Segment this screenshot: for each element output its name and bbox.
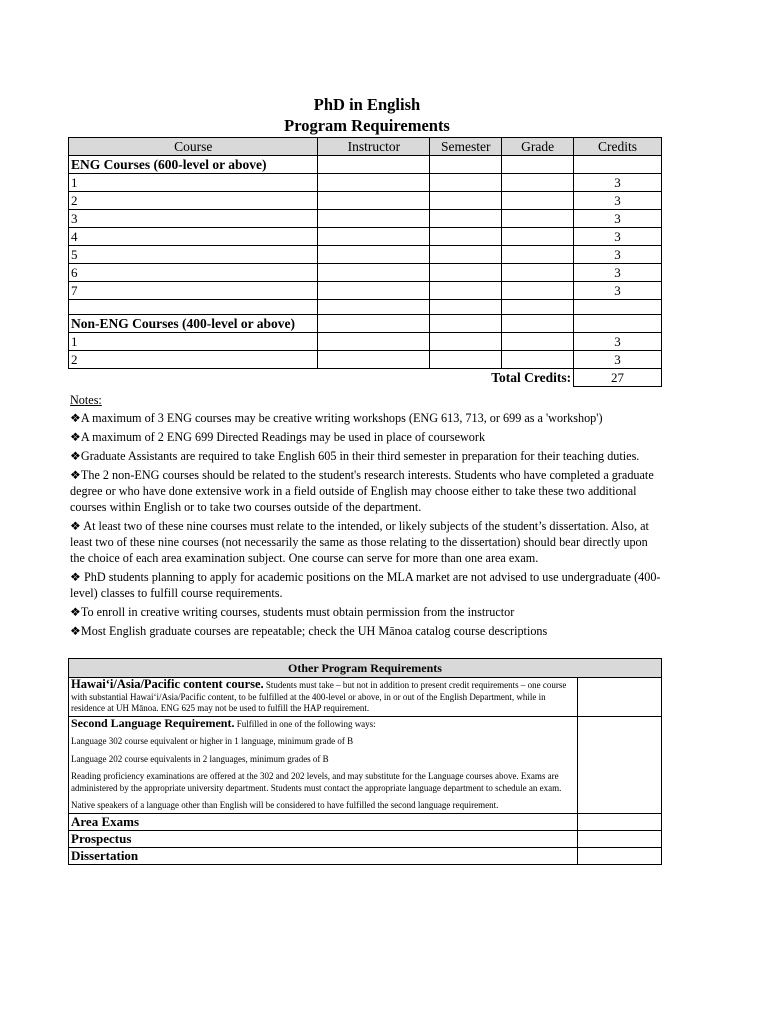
hap-text: Students must take – but not in addition to present credit requirements – one course with substantial Hawai‘i/Asia/Pacific content, to be fulfilled at the 400-level or above, in or out of the English Department, while in residence at UH Mānoa. ENG 625 may not be used to fulfill the HAP requirement. xyxy=(71,680,567,713)
grade-cell xyxy=(502,174,574,192)
language-option: Reading proficiency examinations are offered at the 302 and 202 levels, and may substitute for the Language courses above. Exams are administered by the appropriate university department. Students must contact the appropriate language department to schedule an exam. xyxy=(71,771,562,793)
course-number: 1 xyxy=(69,174,318,192)
note-item: ❖Most English graduate courses are repeatable; check the UH Mānoa catalog course descriptions xyxy=(70,624,548,638)
semester-cell xyxy=(430,264,502,282)
dissertation-status-cell xyxy=(578,847,662,864)
credits-cell: 3 xyxy=(574,192,662,210)
other-requirements-header: Other Program Requirements xyxy=(69,659,662,678)
cell xyxy=(502,156,574,174)
course-number: 2 xyxy=(69,351,318,369)
total-credits-value: 27 xyxy=(574,369,662,387)
language-intro: Fulfilled in one of the following ways: xyxy=(236,718,376,729)
cell xyxy=(574,315,662,333)
note-item: ❖To enroll in creative writing courses, students must obtain permission from the instructor xyxy=(70,605,515,619)
course-number: 3 xyxy=(69,210,318,228)
language-status-cell xyxy=(578,716,662,813)
instructor-cell xyxy=(318,174,430,192)
total-row xyxy=(69,369,662,387)
cell xyxy=(574,156,662,174)
grade-cell xyxy=(502,333,574,351)
prospectus-row xyxy=(69,830,662,847)
cell xyxy=(69,300,318,315)
table-row xyxy=(69,228,662,246)
header-grade: Grade xyxy=(502,138,574,156)
table-row xyxy=(69,246,662,264)
cell xyxy=(574,300,662,315)
course-requirements-table xyxy=(68,137,662,387)
credits-cell: 3 xyxy=(574,264,662,282)
semester-cell xyxy=(430,228,502,246)
cell xyxy=(502,300,574,315)
note-item: ❖A maximum of 3 ENG courses may be creative writing workshops (ENG 613, 713, or 699 as a 'workshop') xyxy=(70,411,603,425)
language-option: Language 302 course equivalent or higher in 1 language, minimum grade of B xyxy=(71,736,354,746)
note-item: ❖The 2 non-ENG courses should be related to the student's research interests. Students who have completed a graduate degree or who have done extensive work in a field outside of English may choose either to take these two additional courses within English or to take two courses outside of the department. xyxy=(70,468,654,514)
header-instructor: Instructor xyxy=(318,138,430,156)
instructor-cell xyxy=(318,228,430,246)
course-number: 6 xyxy=(69,264,318,282)
table-row xyxy=(69,333,662,351)
cell xyxy=(430,315,502,333)
blank-row xyxy=(69,300,662,315)
hap-requirement xyxy=(69,678,578,717)
cell xyxy=(502,315,574,333)
hap-status-cell xyxy=(578,678,662,717)
grade-cell xyxy=(502,246,574,264)
table-row xyxy=(69,282,662,300)
page-title: PhD in English xyxy=(313,95,421,114)
notes-section xyxy=(70,392,664,642)
non-eng-section-row xyxy=(69,315,662,333)
instructor-cell xyxy=(318,282,430,300)
hap-row xyxy=(69,678,662,717)
semester-cell xyxy=(430,174,502,192)
course-number: 2 xyxy=(69,192,318,210)
credits-cell: 3 xyxy=(574,210,662,228)
table-header-row xyxy=(69,138,662,156)
semester-cell xyxy=(430,192,502,210)
other-requirements-table xyxy=(68,658,662,865)
note-item: ❖Graduate Assistants are required to take English 605 in their third semester in preparation for their teaching duties. xyxy=(70,449,640,463)
grade-cell xyxy=(502,210,574,228)
credits-cell: 3 xyxy=(574,174,662,192)
instructor-cell xyxy=(318,246,430,264)
hap-title: Hawai‘i/Asia/Pacific content course. xyxy=(71,677,264,691)
language-row xyxy=(69,716,662,813)
course-number: 4 xyxy=(69,228,318,246)
cell xyxy=(318,315,430,333)
grade-cell xyxy=(502,228,574,246)
semester-cell xyxy=(430,351,502,369)
cell xyxy=(318,156,430,174)
area-exams-row xyxy=(69,813,662,830)
semester-cell xyxy=(430,282,502,300)
instructor-cell xyxy=(318,192,430,210)
area-exams-label: Area Exams xyxy=(69,813,578,830)
credits-cell: 3 xyxy=(574,282,662,300)
area-exams-status-cell xyxy=(578,813,662,830)
header-credits: Credits xyxy=(574,138,662,156)
header-course: Course xyxy=(69,138,318,156)
dissertation-label: Dissertation xyxy=(69,847,578,864)
semester-cell xyxy=(430,210,502,228)
note-item: ❖ At least two of these nine courses must relate to the intended, or likely subjects of the student’s dissertation. Also, at least two of these nine courses (not necessarily the same as those relating to the dissertation) should bear directly upon the choice of each area examination subject. One course can serve for more than one area exam. xyxy=(70,519,649,565)
instructor-cell xyxy=(318,210,430,228)
non-eng-section-label: Non-ENG Courses (400-level or above) xyxy=(69,315,318,333)
page-subtitle: Program Requirements xyxy=(284,116,450,135)
grade-cell xyxy=(502,264,574,282)
credits-cell: 3 xyxy=(574,228,662,246)
table-row xyxy=(69,192,662,210)
eng-section-label: ENG Courses (600-level or above) xyxy=(69,156,318,174)
instructor-cell xyxy=(318,351,430,369)
instructor-cell xyxy=(318,264,430,282)
instructor-cell xyxy=(318,333,430,351)
language-option: Language 202 course equivalents in 2 languages, minimum grades of B xyxy=(71,753,329,764)
prospectus-status-cell xyxy=(578,830,662,847)
prospectus-label: Prospectus xyxy=(69,830,578,847)
semester-cell xyxy=(430,246,502,264)
table-row xyxy=(69,351,662,369)
credits-cell: 3 xyxy=(574,246,662,264)
header-semester: Semester xyxy=(430,138,502,156)
note-item: ❖ PhD students planning to apply for academic positions on the MLA market are not advised to use undergraduate (400-level) classes to fulfill course requirements. xyxy=(70,570,661,600)
credits-cell: 3 xyxy=(574,351,662,369)
language-requirement xyxy=(69,716,578,813)
semester-cell xyxy=(430,333,502,351)
cell xyxy=(430,300,502,315)
table-row xyxy=(69,210,662,228)
cell xyxy=(318,300,430,315)
table-row xyxy=(69,264,662,282)
table-row xyxy=(69,174,662,192)
course-number: 5 xyxy=(69,246,318,264)
eng-section-row xyxy=(69,156,662,174)
dissertation-row xyxy=(69,847,662,864)
grade-cell xyxy=(502,192,574,210)
language-title: Second Language Requirement. xyxy=(71,715,235,730)
notes-heading: Notes: xyxy=(70,393,102,407)
grade-cell xyxy=(502,351,574,369)
credits-cell: 3 xyxy=(574,333,662,351)
cell xyxy=(430,156,502,174)
note-item: ❖A maximum of 2 ENG 699 Directed Readings may be used in place of coursework xyxy=(70,430,486,444)
total-credits-label: Total Credits: xyxy=(491,370,572,386)
grade-cell xyxy=(502,282,574,300)
course-number: 7 xyxy=(69,282,318,300)
language-option: Native speakers of a language other than English will be considered to have fulfilled the second language requirement. xyxy=(71,800,499,810)
course-number: 1 xyxy=(69,333,318,351)
